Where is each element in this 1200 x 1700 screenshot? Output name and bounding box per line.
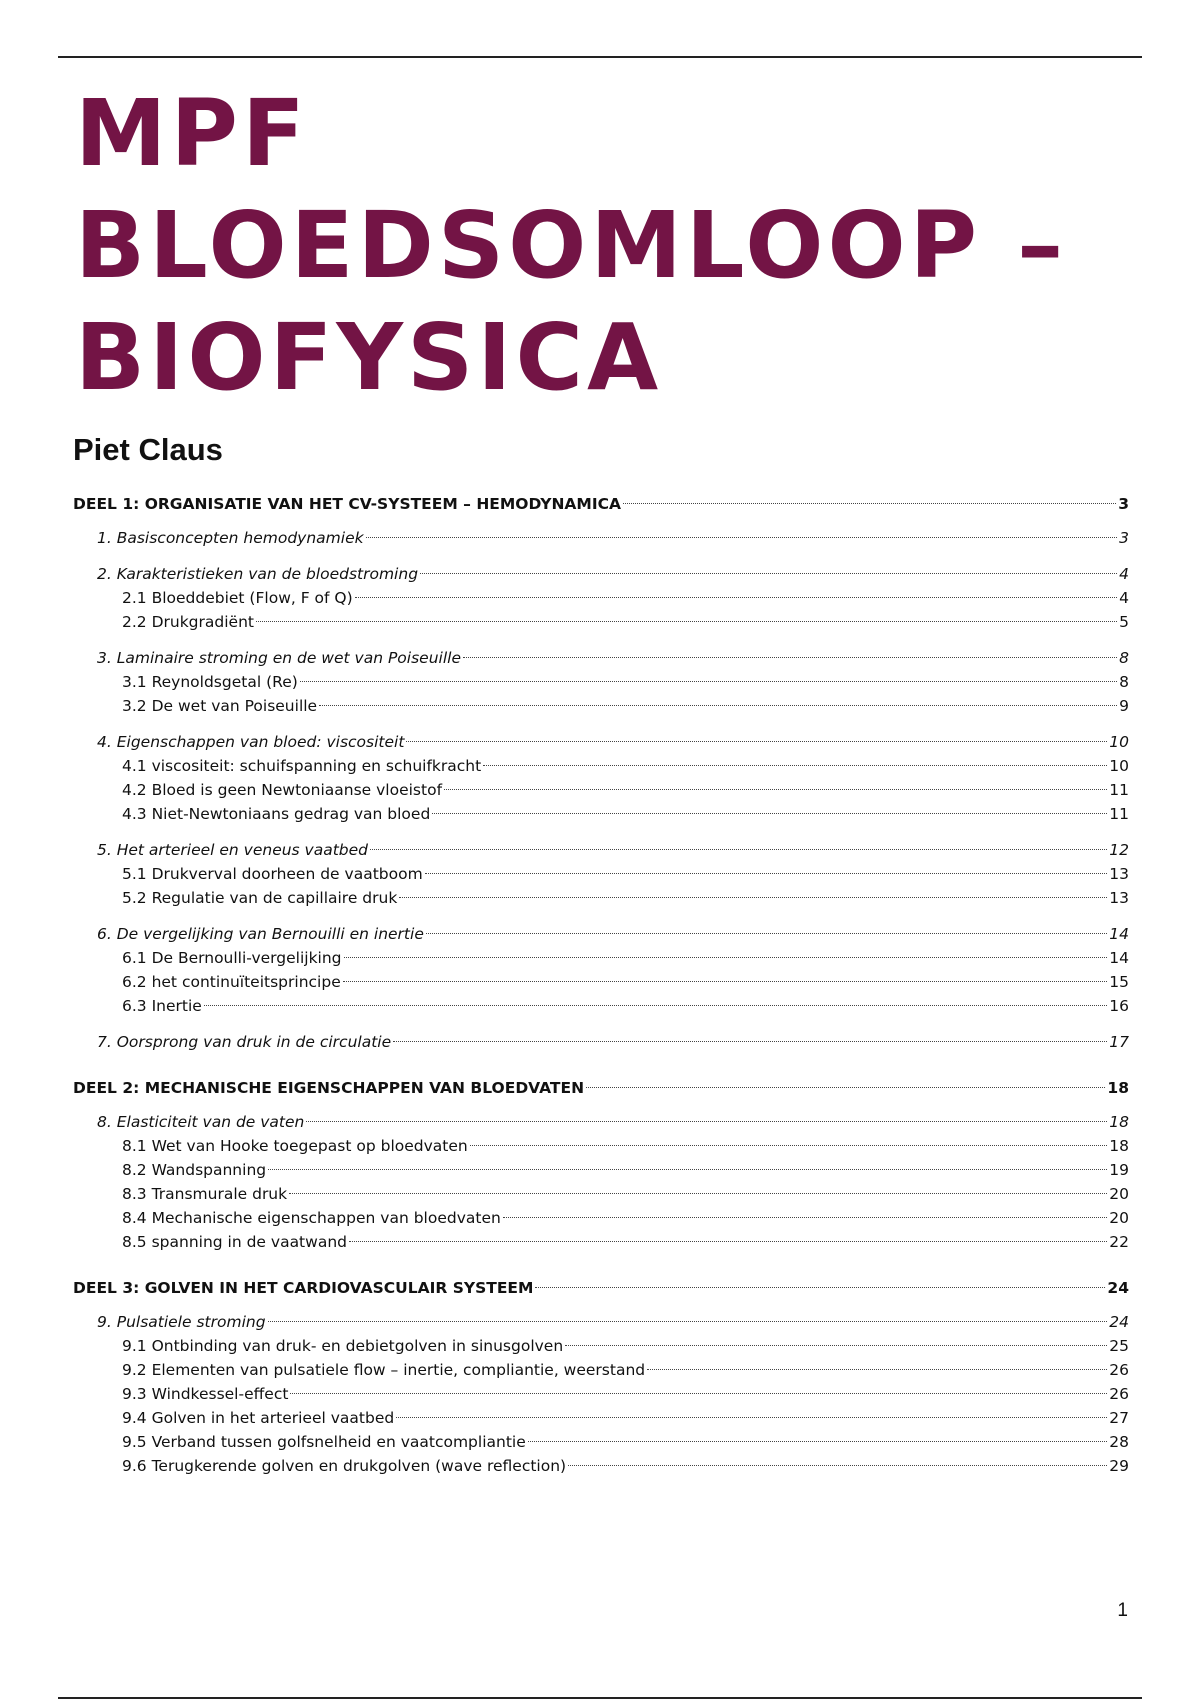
- toc-dot-leader: [289, 1193, 1107, 1194]
- toc-entry-section[interactable]: [73, 778, 1129, 802]
- toc-entry-page: 18: [1109, 1113, 1129, 1131]
- toc-entry-page: 28: [1109, 1433, 1129, 1451]
- toc-dot-leader: [432, 813, 1107, 814]
- toc-entry-page: 19: [1109, 1161, 1129, 1179]
- toc-entry-page: 16: [1109, 997, 1129, 1015]
- table-of-contents: [73, 492, 1129, 1478]
- toc-entry-page: 12: [1109, 841, 1129, 859]
- toc-entry-section[interactable]: [73, 586, 1129, 610]
- toc-entry-title: 9.2 Elementen van pulsatiele flow – inertie, compliantie, weerstand: [122, 1361, 646, 1379]
- toc-dot-leader: [268, 1169, 1107, 1170]
- bottom-rule: [58, 1697, 1142, 1699]
- toc-entry-page: 24: [1109, 1313, 1129, 1331]
- toc-entry-section[interactable]: [73, 1382, 1129, 1406]
- toc-dot-leader: [290, 1393, 1107, 1394]
- toc-entry-title: 9.4 Golven in het arterieel vaatbed: [122, 1409, 395, 1427]
- toc-entry-title: 8. Elasticiteit van de vaten: [97, 1113, 305, 1131]
- toc-entry-page: 13: [1109, 865, 1129, 883]
- author-name: Piet Claus: [73, 432, 223, 467]
- toc-entry-title: 9.5 Verband tussen golfsnelheid en vaatcompliantie: [122, 1433, 526, 1451]
- toc-entry-chapter[interactable]: [73, 730, 1129, 754]
- toc-dot-leader: [344, 957, 1108, 958]
- toc-entry-title: 6.3 Inertie: [122, 997, 202, 1015]
- toc-entry-page: 17: [1109, 1033, 1129, 1051]
- toc-dot-leader: [444, 789, 1107, 790]
- toc-entry-title: DEEL 3: GOLVEN IN HET CARDIOVASCULAIR SYSTEEM: [73, 1279, 534, 1297]
- toc-entry-title: 5.2 Regulatie van de capillaire druk: [122, 889, 398, 907]
- toc-entry-title: 5.1 Drukverval doorheen de vaatboom: [122, 865, 423, 883]
- toc-entry-title: DEEL 2: MECHANISCHE EIGENSCHAPPEN VAN BLOEDVATEN: [73, 1079, 585, 1097]
- toc-entry-page: 11: [1109, 781, 1129, 799]
- toc-entry-title: 9. Pulsatiele stroming: [97, 1313, 266, 1331]
- toc-dot-leader: [370, 849, 1107, 850]
- toc-dot-leader: [319, 705, 1117, 706]
- toc-entry-chapter[interactable]: [73, 922, 1129, 946]
- toc-entry-title: 4. Eigenschappen van bloed: viscositeit: [97, 733, 405, 751]
- toc-entry-page: 8: [1119, 649, 1129, 667]
- toc-entry-title: 5. Het arterieel en veneus vaatbed: [97, 841, 369, 859]
- toc-entry-section[interactable]: [73, 1358, 1129, 1382]
- toc-entry-page: 14: [1109, 949, 1129, 967]
- toc-entry-title: 8.4 Mechanische eigenschappen van bloedvaten: [122, 1209, 501, 1227]
- toc-entry-section[interactable]: [73, 1454, 1129, 1478]
- toc-dot-leader: [503, 1217, 1107, 1218]
- toc-entry-title: 2.2 Drukgradiënt: [122, 613, 254, 631]
- toc-entry-section[interactable]: [73, 754, 1129, 778]
- toc-dot-leader: [204, 1005, 1107, 1006]
- toc-dot-leader: [470, 1145, 1108, 1146]
- toc-entry-page: 27: [1109, 1409, 1129, 1427]
- toc-entry-page: 9: [1119, 697, 1129, 715]
- toc-entry-section[interactable]: [73, 1430, 1129, 1454]
- toc-entry-page: 20: [1109, 1209, 1129, 1227]
- toc-entry-page: 11: [1109, 805, 1129, 823]
- toc-entry-title: 9.1 Ontbinding van druk- en debietgolven in sinusgolven: [122, 1337, 564, 1355]
- toc-entry-title: 6.2 het continuïteitsprincipe: [122, 973, 341, 991]
- toc-dot-leader: [426, 933, 1107, 934]
- toc-dot-leader: [300, 681, 1117, 682]
- toc-dot-leader: [355, 597, 1117, 598]
- toc-dot-leader: [535, 1287, 1105, 1288]
- toc-entry-title: 9.6 Terugkerende golven en drukgolven (wave reflection): [122, 1457, 567, 1475]
- toc-entry-chapter[interactable]: [73, 526, 1129, 550]
- toc-entry-page: 26: [1109, 1385, 1129, 1403]
- toc-entry-section[interactable]: [73, 1406, 1129, 1430]
- toc-dot-leader: [268, 1321, 1108, 1322]
- toc-entry-title: 8.1 Wet van Hooke toegepast op bloedvaten: [122, 1137, 468, 1155]
- toc-entry-title: 2.1 Bloeddebiet (Flow, F of Q): [122, 589, 353, 607]
- toc-entry-page: 4: [1119, 589, 1129, 607]
- toc-entry-page: 4: [1119, 565, 1129, 583]
- toc-entry-title: 4.2 Bloed is geen Newtoniaanse vloeistof: [122, 781, 443, 799]
- toc-entry-page: 25: [1109, 1337, 1129, 1355]
- toc-entry-title: DEEL 1: ORGANISATIE VAN HET CV-SYSTEEM – HEMODYNAMICA: [73, 495, 621, 513]
- toc-entry-page: 29: [1109, 1457, 1129, 1475]
- toc-dot-leader: [306, 1121, 1107, 1122]
- toc-entry-section[interactable]: [73, 862, 1129, 886]
- toc-entry-section[interactable]: [73, 1206, 1129, 1230]
- toc-entry-page: 3: [1119, 529, 1129, 547]
- toc-entry-section[interactable]: [73, 1134, 1129, 1158]
- toc-entry-page: 10: [1109, 757, 1129, 775]
- toc-dot-leader: [528, 1441, 1108, 1442]
- toc-entry-section[interactable]: [73, 1230, 1129, 1254]
- toc-entry-chapter[interactable]: [73, 562, 1129, 586]
- toc-entry-title: 1. Basisconcepten hemodynamiek: [97, 529, 364, 547]
- toc-dot-leader: [399, 897, 1107, 898]
- toc-entry-chapter[interactable]: [73, 646, 1129, 670]
- toc-entry-section[interactable]: [73, 994, 1129, 1018]
- toc-entry-page: 10: [1109, 733, 1129, 751]
- toc-entry-page: 15: [1109, 973, 1129, 991]
- toc-entry-page: 20: [1109, 1185, 1129, 1203]
- toc-entry-page: 18: [1109, 1137, 1129, 1155]
- toc-entry-page: 13: [1109, 889, 1129, 907]
- toc-dot-leader: [483, 765, 1107, 766]
- toc-entry-page: 18: [1107, 1079, 1129, 1097]
- toc-dot-leader: [396, 1417, 1107, 1418]
- toc-entry-title: 2. Karakteristieken van de bloedstroming: [97, 565, 419, 583]
- toc-entry-title: 3.2 De wet van Poiseuille: [122, 697, 318, 715]
- toc-dot-leader: [349, 1241, 1107, 1242]
- toc-entry-page: 22: [1109, 1233, 1129, 1251]
- toc-entry-page: 26: [1109, 1361, 1129, 1379]
- toc-entry-part[interactable]: [73, 1076, 1129, 1100]
- toc-entry-chapter[interactable]: [73, 1310, 1129, 1334]
- title-line: MPF: [75, 80, 309, 187]
- toc-dot-leader: [586, 1087, 1105, 1088]
- toc-dot-leader: [463, 657, 1117, 658]
- toc-entry-title: 8.5 spanning in de vaatwand: [122, 1233, 347, 1251]
- toc-entry-page: 3: [1118, 495, 1129, 513]
- toc-entry-section[interactable]: [73, 1158, 1129, 1182]
- document-title: [75, 78, 1155, 414]
- toc-entry-part[interactable]: [73, 492, 1129, 516]
- toc-entry-section[interactable]: [73, 1334, 1129, 1358]
- toc-entry-section[interactable]: [73, 946, 1129, 970]
- toc-dot-leader: [393, 1041, 1107, 1042]
- toc-entry-title: 4.1 viscositeit: schuifspanning en schuifkracht: [122, 757, 482, 775]
- top-rule: [58, 56, 1142, 58]
- toc-dot-leader: [425, 873, 1108, 874]
- title-line: BIOFYSICA: [75, 304, 663, 411]
- toc-entry-page: 5: [1119, 613, 1129, 631]
- toc-entry-chapter[interactable]: [73, 1030, 1129, 1054]
- toc-entry-section[interactable]: [73, 802, 1129, 826]
- toc-entry-title: 4.3 Niet-Newtoniaans gedrag van bloed: [122, 805, 431, 823]
- toc-entry-section[interactable]: [73, 670, 1129, 694]
- toc-entry-title: 3. Laminaire stroming en de wet van Poiseuille: [97, 649, 461, 667]
- toc-entry-section[interactable]: [73, 694, 1129, 718]
- page-number: 1: [1117, 1600, 1128, 1621]
- toc-dot-leader: [568, 1465, 1107, 1466]
- toc-dot-leader: [256, 621, 1117, 622]
- toc-entry-section[interactable]: [73, 610, 1129, 634]
- toc-dot-leader: [565, 1345, 1107, 1346]
- toc-entry-section[interactable]: [73, 970, 1129, 994]
- toc-entry-title: 7. Oorsprong van druk in de circulatie: [97, 1033, 392, 1051]
- toc-entry-title: 8.2 Wandspanning: [122, 1161, 267, 1179]
- toc-dot-leader: [366, 537, 1118, 538]
- toc-dot-leader: [406, 741, 1107, 742]
- toc-entry-part[interactable]: [73, 1276, 1129, 1300]
- toc-entry-page: 14: [1109, 925, 1129, 943]
- toc-dot-leader: [623, 503, 1116, 504]
- toc-entry-title: 3.1 Reynoldsgetal (Re): [122, 673, 298, 691]
- toc-entry-title: 8.3 Transmurale druk: [122, 1185, 288, 1203]
- toc-dot-leader: [420, 573, 1117, 574]
- toc-entry-page: 24: [1107, 1279, 1129, 1297]
- toc-dot-leader: [343, 981, 1108, 982]
- toc-entry-chapter[interactable]: [73, 838, 1129, 862]
- toc-entry-title: 6.1 De Bernoulli-vergelijking: [122, 949, 342, 967]
- toc-entry-section[interactable]: [73, 886, 1129, 910]
- toc-dot-leader: [647, 1369, 1107, 1370]
- toc-entry-title: 6. De vergelijking van Bernouilli en inertie: [97, 925, 424, 943]
- toc-entry-title: 9.3 Windkessel-effect: [122, 1385, 289, 1403]
- toc-entry-page: 8: [1119, 673, 1129, 691]
- toc-entry-section[interactable]: [73, 1182, 1129, 1206]
- title-line: BLOEDSOMLOOP –: [75, 192, 1068, 299]
- toc-entry-chapter[interactable]: [73, 1110, 1129, 1134]
